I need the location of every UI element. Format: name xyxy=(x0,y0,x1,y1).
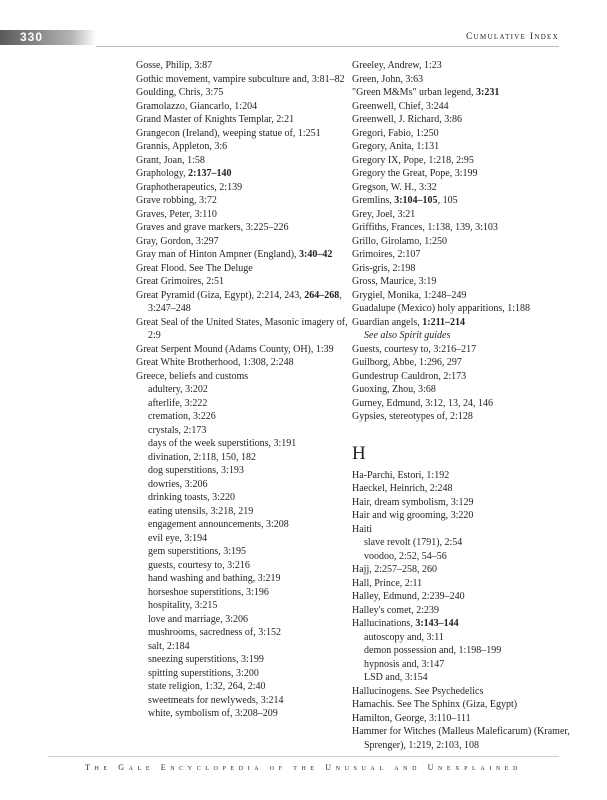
index-subentry: afterlife, 3:222 xyxy=(148,397,208,409)
index-column-left xyxy=(136,59,358,721)
index-entry: Griffiths, Frances, 1:138, 139, 3:103 xyxy=(352,222,498,233)
index-subentry: gem superstitions, 3:195 xyxy=(148,546,247,557)
index-subentry: divination, 2:118, 150, 182 xyxy=(148,451,256,463)
index-subentry: adultery, 3:202 xyxy=(148,384,208,395)
index-entry: Gypsies, stereotypes of, 2:128 xyxy=(352,411,473,422)
index-entry: Gundestrup Cauldron, 2:173 xyxy=(352,370,467,382)
index-subentry: love and marriage, 3:206 xyxy=(148,613,248,625)
index-column-right xyxy=(352,59,574,752)
index-subentry: slave revolt (1791), 2:54 xyxy=(364,537,463,548)
section-letter-heading: H xyxy=(352,442,366,464)
page-header xyxy=(0,30,607,45)
index-entry: Hair and wig grooming, 3:220 xyxy=(352,510,474,521)
index-entry: Grangecon (Ireland), weeping statue of, 1:251 xyxy=(136,127,321,139)
index-entry: Guoxing, Zhou, 3:68 xyxy=(352,384,436,395)
index-subentry: drinking toasts, 3:220 xyxy=(148,492,235,503)
index-entry: Grygiel, Monika, 1:248–249 xyxy=(352,289,467,301)
index-entry: Gosse, Philip, 3:87 xyxy=(136,60,213,71)
index-entry: Haeckel, Heinrich, 2:248 xyxy=(352,483,453,494)
index-subentry: evil eye, 3:194 xyxy=(148,532,208,544)
index-entry: Hallucinations, 3:143–144 xyxy=(352,618,459,629)
index-entry: Goulding, Chris, 3:75 xyxy=(136,87,224,98)
hallucination-subentries xyxy=(352,631,574,685)
index-subentry: hand washing and bathing, 3:219 xyxy=(148,573,281,584)
index-entry: Guardian angels, 1:211–214 xyxy=(352,316,466,328)
index-entry: Grey, Joel, 3:21 xyxy=(352,208,416,220)
index-entry: Gregory IX, Pope, 1:218, 2:95 xyxy=(352,154,474,166)
index-entry: Grant, Joan, 1:58 xyxy=(136,154,205,166)
index-entry: Greenwell, Chief, 3:244 xyxy=(352,100,449,112)
index-entry: Guadalupe (Mexico) holy apparitions, 1:188 xyxy=(352,303,531,314)
index-entry: Gurney, Edmund, 3:12, 13, 24, 146 xyxy=(352,397,494,409)
footer-title: The Gale Encyclopedia of the Unusual and Unexplained xyxy=(85,763,522,772)
index-entry: Greece, beliefs and customs xyxy=(136,370,249,382)
page-number-block xyxy=(0,30,96,45)
index-entry: Great Seal of the United States, Masonic imagery of, 2:9 xyxy=(136,316,348,341)
index-entry: Guests, courtesy to, 3:216–217 xyxy=(352,343,477,355)
index-entry: Grannis, Appleton, 3:6 xyxy=(136,141,228,152)
index-entry: Greeley, Andrew, 1:23 xyxy=(352,60,442,71)
h-entries-continued xyxy=(352,563,574,631)
index-entry: Grand Master of Knights Templar, 2:21 xyxy=(136,114,295,125)
index-entry: Graphology, 2:137–140 xyxy=(136,168,232,179)
index-subentry: engagement announcements, 3:208 xyxy=(148,519,289,530)
index-entry: Gramolazzo, Giancarlo, 1:204 xyxy=(136,100,258,112)
index-entry: Gregson, W. H., 3:32 xyxy=(352,181,437,193)
haiti-subentries xyxy=(352,536,574,563)
index-subentry: crystals, 2:173 xyxy=(148,424,207,436)
index-entry: Graphotherapeutics, 2:139 xyxy=(136,181,243,193)
index-entry: Hammer for Witches (Malleus Maleficarum) (Kramer, Sprenger), 1:219, 2:103, 108 xyxy=(352,726,570,751)
index-subentry: salt, 2:184 xyxy=(148,640,190,652)
index-entry: Gregory, Anita, 1:131 xyxy=(352,141,440,152)
index-entry: Gremlins, 3:104–105, 105 xyxy=(352,195,458,206)
index-entry: Gregori, Fabio, 1:250 xyxy=(352,127,439,139)
right-entries xyxy=(352,59,574,329)
index-entry: Hall, Prince, 2:11 xyxy=(352,577,423,589)
running-head: Cumulative Index xyxy=(466,32,559,42)
index-subentry: guests, courtesy to, 3:216 xyxy=(148,559,250,571)
index-subentry: hospitality, 3:215 xyxy=(148,600,218,611)
header-rule xyxy=(96,46,559,47)
index-entry: Guilborg, Abbe, 1:296, 297 xyxy=(352,357,462,368)
footer-rule xyxy=(48,756,559,757)
index-subentry: mushrooms, sacredness of, 3:152 xyxy=(148,627,282,638)
index-entry: Grimoires, 2:107 xyxy=(352,249,421,260)
index-entry: Grave robbing, 3:72 xyxy=(136,195,217,206)
index-entry: Halley's comet, 2:239 xyxy=(352,604,440,616)
index-subentry: LSD and, 3:154 xyxy=(364,672,428,683)
index-subentry: autoscopy and, 3:11 xyxy=(364,631,444,643)
index-entry: Gray man of Hinton Ampner (England), 3:40–42 xyxy=(136,249,333,260)
index-entry: Graves, Peter, 3:110 xyxy=(136,208,217,220)
index-entry: Great White Brotherhood, 1:308, 2:248 xyxy=(136,357,294,368)
index-subentry: horseshoe superstitions, 3:196 xyxy=(148,586,269,598)
index-subentry: cremation, 3:226 xyxy=(148,411,216,422)
index-subentry: dowries, 3:206 xyxy=(148,478,208,490)
see-also-text: See also Spirit guides xyxy=(364,330,451,341)
index-subentry: state religion, 1:32, 264, 2:40 xyxy=(148,681,266,692)
index-entry: Gross, Maurice, 3:19 xyxy=(352,276,437,287)
index-entry: Gregory the Great, Pope, 3:199 xyxy=(352,168,478,179)
page-number: 330 xyxy=(20,30,44,44)
greece-subentries xyxy=(136,383,358,721)
index-entry: Great Grimoires, 2:51 xyxy=(136,276,225,287)
index-entry: Haiti xyxy=(352,523,372,535)
index-entry: Hajj, 2:257–258, 260 xyxy=(352,564,437,575)
index-entry: Hamachis. See The Sphinx (Giza, Egypt) xyxy=(352,699,518,710)
left-entries xyxy=(136,59,358,383)
index-subentry: spitting superstitions, 3:200 xyxy=(148,667,259,679)
index-entry: Halley, Edmund, 2:239–240 xyxy=(352,591,465,602)
index-subentry: demon possession and, 1:198–199 xyxy=(364,645,502,656)
index-entry: Grillo, Girolamo, 1:250 xyxy=(352,235,447,247)
index-entry: Great Pyramid (Giza, Egypt), 2:214, 243, 264–268, 3:247–248 xyxy=(136,289,342,314)
index-entry: "Green M&Ms" urban legend, 3:231 xyxy=(352,87,500,98)
index-entry: Greenwell, J. Richard, 3:86 xyxy=(352,114,462,125)
right-entries-continued xyxy=(352,343,574,424)
index-subentry: sneezing superstitions, 3:199 xyxy=(148,654,264,665)
index-entry: Green, John, 3:63 xyxy=(352,73,424,85)
index-entry: Hair, dream symbolism, 3:129 xyxy=(352,496,474,508)
index-subentry: hypnosis and, 3:147 xyxy=(364,658,445,670)
see-also-reference xyxy=(352,329,574,343)
index-subentry: white, symbolism of, 3:208–209 xyxy=(148,708,278,719)
h-entries xyxy=(352,469,574,537)
index-subentry: dog superstitions, 3:193 xyxy=(148,465,244,476)
index-entry: Ha-Parchi, Estori, 1:192 xyxy=(352,469,450,481)
index-subentry: eating utensils, 3:218, 219 xyxy=(148,505,254,517)
index-entry: Graves and grave markers, 3:225–226 xyxy=(136,222,289,233)
index-subentry: voodoo, 2:52, 54–56 xyxy=(364,550,447,562)
index-entry: Great Serpent Mound (Adams County, OH), 1:39 xyxy=(136,343,334,355)
h-entries-final xyxy=(352,685,574,753)
index-entry: Gothic movement, vampire subculture and, 3:81–82 xyxy=(136,73,345,85)
index-entry: Gray, Gordon, 3:297 xyxy=(136,235,219,247)
index-entry: Hamilton, George, 3:110–111 xyxy=(352,712,471,724)
index-subentry: sweetmeats for newlyweds, 3:214 xyxy=(148,694,284,706)
index-subentry: days of the week superstitions, 3:191 xyxy=(148,438,297,449)
index-entry: Gris-gris, 2:198 xyxy=(352,262,416,274)
index-entry: Hallucinogens. See Psychedelics xyxy=(352,685,484,697)
index-entry: Great Flood. See The Deluge xyxy=(136,262,253,274)
